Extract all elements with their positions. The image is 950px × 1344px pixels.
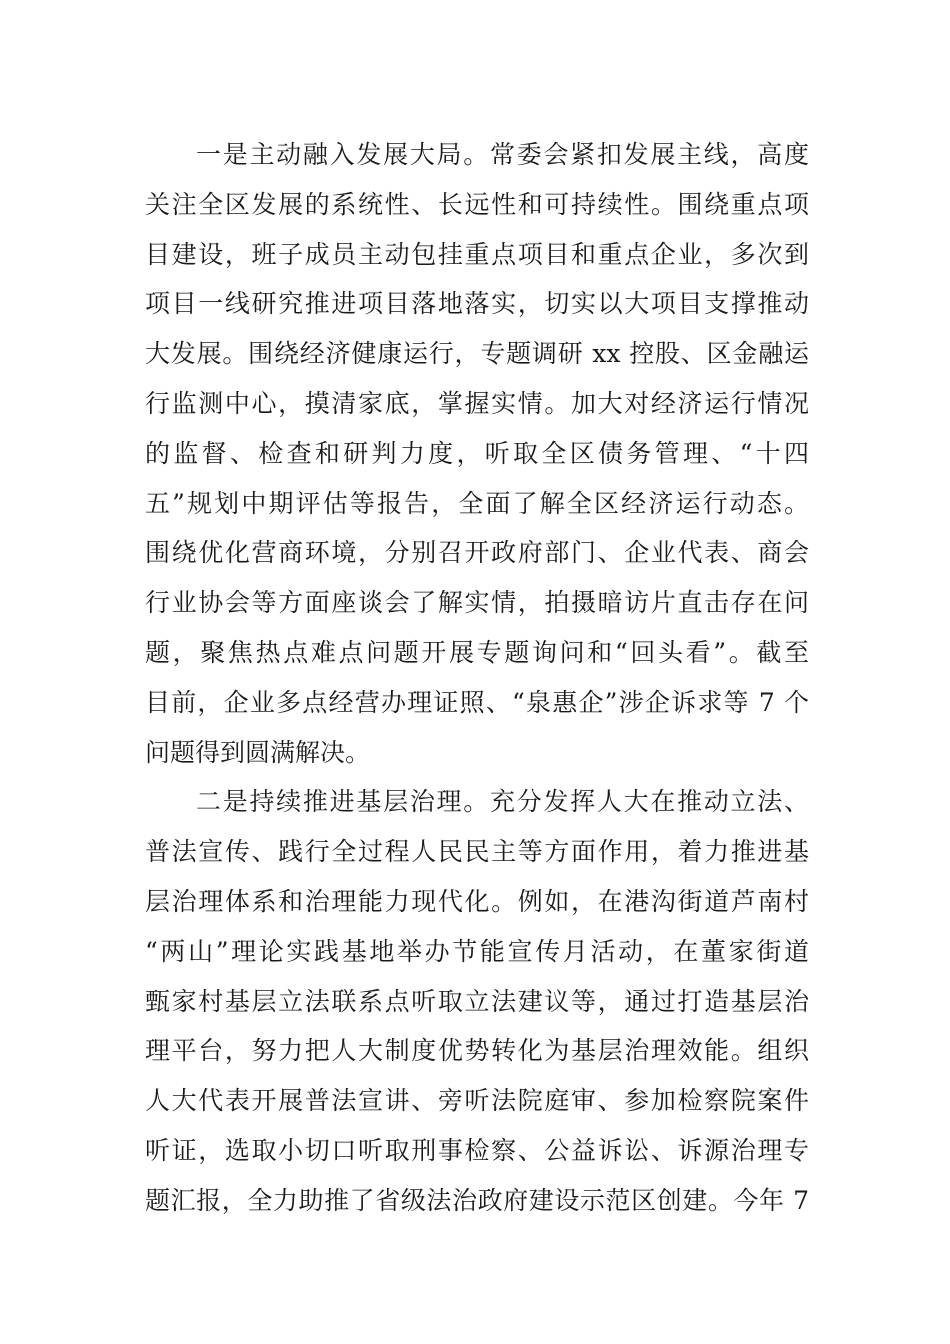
paragraph-2-line-5: 甄家村基层立法联系点听取立法建议等，通过打造基层治	[145, 986, 809, 1016]
paragraph-1-line-1: 一是主动融入发展大局。常委会紧扣发展主线，高度	[196, 140, 809, 169]
paragraph-2-line-7: 人大代表开展普法宣讲、旁听法院庭审、参加检察院案件	[145, 1086, 809, 1116]
paragraph-2-line-9: 题汇报，全力助推了省级法治政府建设示范区创建。今年 7	[145, 1185, 809, 1215]
paragraph-2-line-2: 普法宣传、践行全过程人民民主等方面作用，着力推进基	[145, 837, 809, 867]
paragraph-1-line-3: 目建设，班子成员主动包挂重点项目和重点企业，多次到	[145, 239, 809, 269]
paragraph-1-line-6: 行监测中心，摸清家底，掌握实情。加大对经济运行情况	[145, 388, 809, 418]
paragraph-1-line-9: 围绕优化营商环境，分别召开政府部门、企业代表、商会	[145, 538, 809, 568]
paragraph-1-line-11: 题，聚焦热点难点问题开展专题询问和“回头看”。截至	[145, 637, 809, 667]
paragraph-1-line-13: 问题得到圆满解决。	[145, 737, 371, 767]
paragraph-2-line-4: “两山”理论实践基地举办节能宣传月活动，在董家街道	[145, 936, 809, 966]
paragraph-2-line-3: 层治理体系和治理能力现代化。例如，在港沟街道芦南村	[145, 886, 809, 916]
paragraph-2-line-8: 听证，选取小切口听取刑事检察、公益诉讼、诉源治理专	[145, 1135, 809, 1165]
paragraph-1-line-7: 的监督、检查和研判力度，听取全区债务管理、“十四	[145, 438, 809, 468]
paragraph-1-line-8: 五”规划中期评估等报告，全面了解全区经济运行动态。	[145, 488, 809, 518]
paragraph-2-line-1: 二是持续推进基层治理。充分发挥人大在推动立法、	[196, 787, 809, 817]
paragraph-1-line-2: 关注全区发展的系统性、长远性和可持续性。围绕重点项	[145, 189, 809, 219]
paragraph-1-line-12: 目前，企业多点经营办理证照、“泉惠企”涉企诉求等 7 个	[145, 687, 809, 717]
paragraph-1-line-5: 大发展。围绕经济健康运行，专题调研 xx 控股、区金融运	[145, 339, 809, 369]
paragraph-1-line-10: 行业协会等方面座谈会了解实情，拍摄暗访片直击存在问	[145, 588, 809, 618]
document-body	[145, 130, 809, 1226]
paragraph-2-line-6: 理平台，努力把人大制度优势转化为基层治理效能。组织	[145, 1036, 809, 1066]
paragraph-1-line-4: 项目一线研究推进项目落地落实，切实以大项目支撑推动	[145, 289, 809, 319]
